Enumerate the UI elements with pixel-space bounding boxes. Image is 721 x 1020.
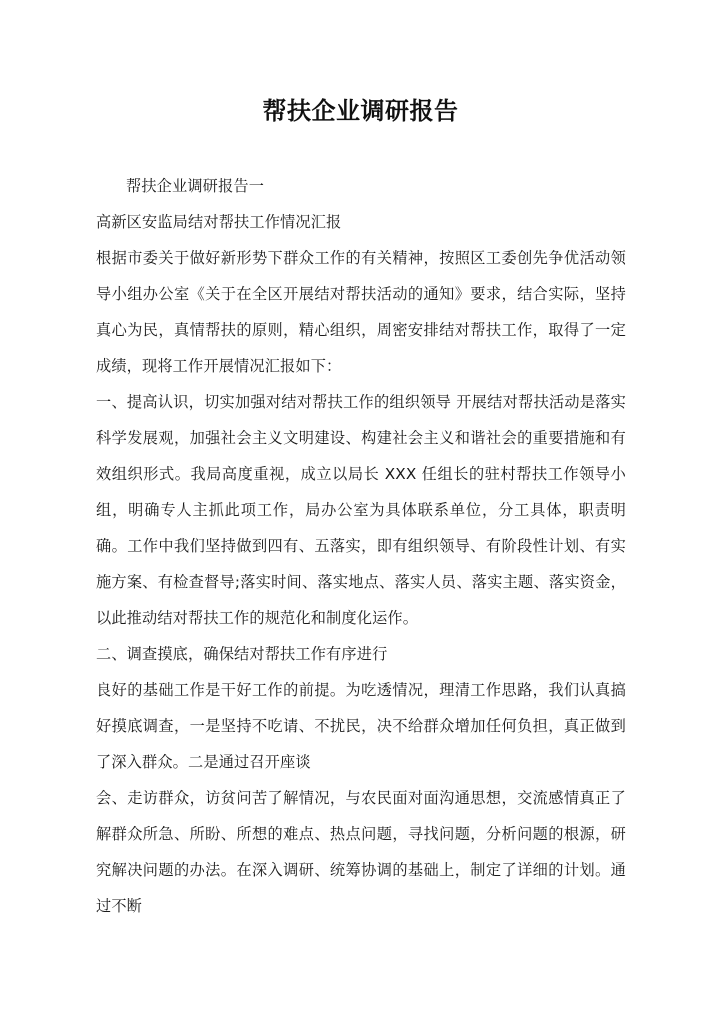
paragraph-section-two-body-a: 良好的基础工作是干好工作的前提。为吃透情况，理清工作思路，我们认真搞好摸底调查，一是坚持不吃请、不扰民，决不给群众增加任何负担，真正做到了深入群众。二是通过召开座谈 <box>96 681 626 771</box>
paragraph-section-two-body-b: 会、走访群众，访贫问苦了解情况，与农民面对面沟通思想，交流感情真正了解群众所急、所盼、所想的难点、热点问题，寻找问题，分析问题的根源，研究解决问题的办法。在深入调研、统筹协调的基础上，制定了详细的计划。通过不断 <box>96 789 626 915</box>
paragraph-section-two-heading: 二、调查摸底，确保结对帮扶工作有序进行 <box>96 645 388 663</box>
paragraph-intro: 根据市委关于做好新形势下群众工作的有关精神，按照区工委创先争优活动领导小组办公室《关于在全区开展结对帮扶活动的通知》要求，结合实际，坚持真心为民，真情帮扶的原则，精心组织，周密安排结对帮扶工作，取得了一定成绩，现将工作开展情况汇报如下： <box>96 249 626 375</box>
paragraph-report-heading: 高新区安监局结对帮扶工作情况汇报 <box>96 213 342 231</box>
document-body <box>96 168 626 924</box>
paragraph-section-one: 一、提高认识，切实加强对结对帮扶工作的组织领导 开展结对帮扶活动是落实科学发展观，加强社会主义文明建设、构建社会主义和谐社会的重要措施和有效组织形式。我局高度重视，成立以局长 XXX 任组长的驻村帮扶工作领导小组，明确专人主抓此项工作，局办公室为具体联系单位，分工具体，职责明确。工作中我们坚持做到四有、五落实，即有组织领导、有阶段性计划、有实施方案、有检查督导;落实时间、落实地点、落实人员、落实主题、落实资金，以此推动结对帮扶工作的规范化和制度化运作。 <box>96 393 626 627</box>
paragraph-subtitle-one: 帮扶企业调研报告一 <box>126 177 265 195</box>
page-title: 帮扶企业调研报告 <box>262 96 459 126</box>
